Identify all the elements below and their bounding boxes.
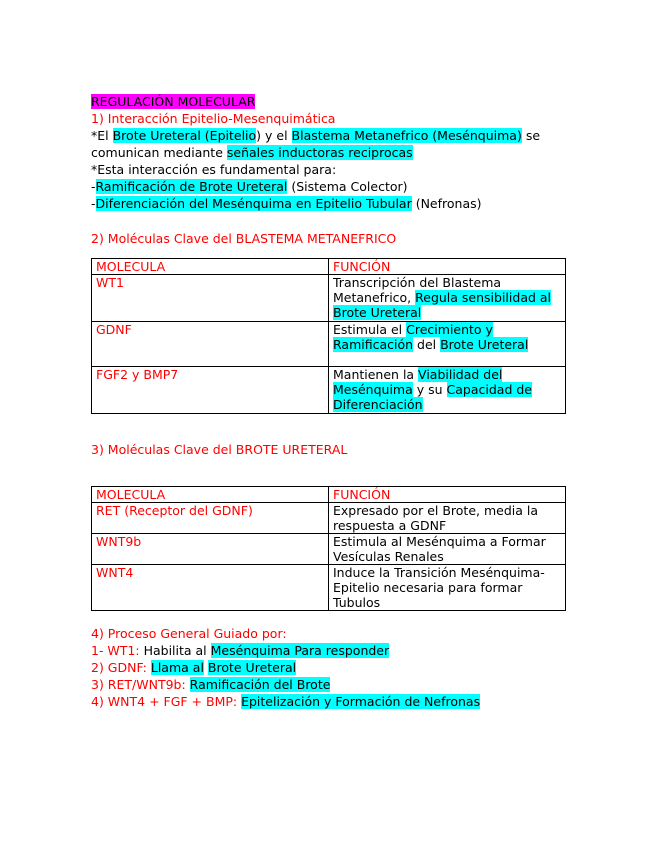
text-span: 3) RET/WNT9b:	[91, 677, 190, 692]
column-header-molecula: MOLECULA	[92, 487, 329, 503]
section1-line-1	[91, 128, 540, 144]
column-header-funcion: FUNCIÓN	[329, 487, 566, 503]
brote-table	[91, 486, 566, 611]
highlight-span: Brote Ureteral	[440, 337, 529, 352]
function-cell: Induce la Transición Mesénquima-Epitelio necesaria para formar Tubulos	[329, 565, 566, 611]
text-span: Transcripción del Blastema Metanefrico,	[333, 275, 502, 305]
section2-heading: 2) Moléculas Clave del BLASTEMA METANEFRICO	[91, 231, 397, 246]
blastema-table	[91, 258, 566, 414]
process-item	[91, 660, 296, 676]
text-span: (Nefronas)	[411, 196, 482, 211]
function-cell	[329, 275, 566, 322]
text-span: -	[91, 196, 96, 211]
highlight-span: Ramificación de Brote Ureteral	[95, 179, 288, 194]
molecule-cell: RET (Receptor del GDNF)	[92, 503, 329, 534]
table-header-row	[92, 487, 566, 503]
table-row	[92, 503, 566, 534]
function-cell: Estimula al Mesénquima a Formar Vesículas Renales	[329, 534, 566, 565]
text-span: Habilita al	[143, 643, 211, 658]
column-header-funcion: FUNCIÓN	[329, 259, 566, 275]
column-header-molecula: MOLECULA	[92, 259, 329, 275]
section3-heading: 3) Moléculas Clave del BROTE URETERAL	[91, 442, 348, 457]
text-span: -	[91, 179, 96, 194]
molecule-cell: WT1	[92, 275, 329, 322]
section1-line-5	[91, 196, 482, 212]
highlight-span: Crecimiento y Ramificación	[333, 322, 493, 352]
table-row	[92, 565, 566, 611]
document-title	[91, 94, 255, 110]
highlight-span: Blastema Metanefrico (Mesénquima)	[291, 128, 522, 143]
molecule-cell: WNT4	[92, 565, 329, 611]
process-item	[91, 694, 480, 710]
highlight-span: Regula sensibilidad al Brote Ureteral	[333, 290, 552, 320]
highlight-span: Epitelización y Formación de Nefronas	[241, 694, 481, 709]
text-span: ) y el	[256, 128, 292, 143]
highlight-span: señales inductoras reciprocas	[226, 145, 413, 160]
section1-line-4	[91, 179, 408, 195]
text-span: *El	[91, 128, 113, 143]
highlight-span: Capacidad de Diferenciación	[333, 382, 533, 412]
section1-line-2	[91, 145, 413, 161]
text-span: y su	[412, 382, 447, 397]
molecule-cell: FGF2 y BMP7	[92, 367, 329, 414]
table-row	[92, 367, 566, 414]
function-cell	[329, 367, 566, 414]
function-cell: Expresado por el Brote, media la respuesta a GDNF	[329, 503, 566, 534]
highlight-span: Mesénquima Para responder	[210, 643, 390, 658]
highlight-span: Ramificación del Brote	[189, 677, 331, 692]
table-row	[92, 322, 566, 367]
function-cell	[329, 322, 566, 367]
process-item	[91, 643, 389, 659]
text-span: (Sistema Colector)	[287, 179, 408, 194]
process-item	[91, 677, 330, 693]
section4-heading: 4) Proceso General Guiado por:	[91, 626, 287, 641]
section1-line-3: *Esta interacción es fundamental para:	[91, 162, 337, 177]
highlight-span: Llama al	[150, 660, 204, 675]
table-header-row	[92, 259, 566, 275]
table-row	[92, 275, 566, 322]
molecule-cell: WNT9b	[92, 534, 329, 565]
text-span: 1- WT1:	[91, 643, 144, 658]
text-span: Estimula el	[333, 322, 407, 337]
text-span: Mantienen la	[333, 367, 419, 382]
highlight-span: Diferenciación del Mesénquima en Epitelio Tubular	[95, 196, 412, 211]
section1-heading: 1) Interacción Epitelio-Mesenquimática	[91, 111, 336, 126]
text-span: comunican mediante	[91, 145, 227, 160]
highlight-span: Viabilidad del Mesénquima	[333, 367, 503, 397]
text-span: del	[413, 337, 441, 352]
molecule-cell: GDNF	[92, 322, 329, 367]
highlight-span: Brote Ureteral	[207, 660, 297, 675]
title-text: REGULACIÓN MOLECULAR	[91, 94, 256, 109]
table-row	[92, 534, 566, 565]
text-span: 2) GDNF:	[91, 660, 151, 675]
text-span: 4) WNT4 + FGF + BMP:	[91, 694, 242, 709]
text-span: se	[521, 128, 541, 143]
highlight-span: Brote Ureteral (Epitelio	[112, 128, 257, 143]
